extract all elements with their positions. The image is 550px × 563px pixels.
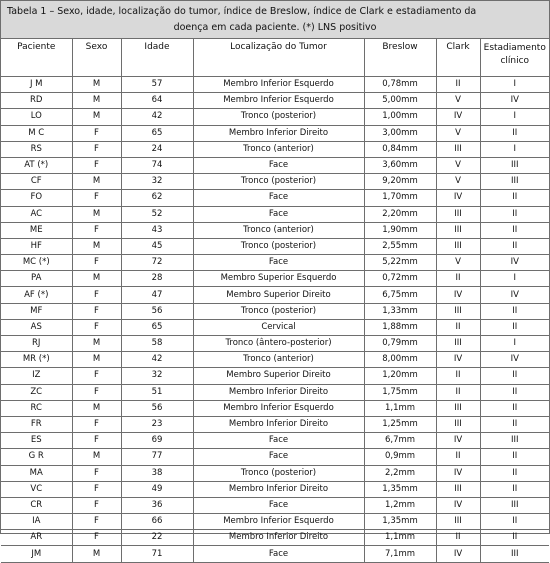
cell-estadiamento: II — [480, 125, 549, 141]
cell-paciente: HF — [1, 238, 72, 254]
cell-paciente: AC — [1, 206, 72, 222]
header-idade: Idade — [121, 39, 193, 77]
table-row — [1, 271, 549, 287]
cell-breslow: 2,55mm — [364, 238, 436, 254]
cell-estadiamento: II — [480, 514, 549, 530]
cell-localizacao: Membro Inferior Direito — [193, 125, 364, 141]
cell-idade: 22 — [121, 530, 193, 546]
cell-clark: III — [436, 206, 480, 222]
cell-estadiamento: II — [480, 481, 549, 497]
cell-paciente: RS — [1, 141, 72, 157]
cell-sexo: M — [72, 93, 121, 109]
cell-paciente: FR — [1, 416, 72, 432]
cell-idade: 58 — [121, 336, 193, 352]
header-estadiamento — [480, 39, 549, 77]
cell-idade: 64 — [121, 93, 193, 109]
cell-breslow: 0,72mm — [364, 271, 436, 287]
cell-localizacao: Face — [193, 190, 364, 206]
cell-estadiamento: I — [480, 336, 549, 352]
cell-sexo: F — [72, 384, 121, 400]
table-row — [1, 530, 549, 546]
cell-clark: V — [436, 93, 480, 109]
cell-localizacao: Cervical — [193, 319, 364, 335]
cell-breslow: 1,20mm — [364, 368, 436, 384]
cell-breslow: 7,1mm — [364, 546, 436, 562]
cell-idade: 66 — [121, 514, 193, 530]
cell-breslow: 2,2mm — [364, 465, 436, 481]
cell-estadiamento: IV — [480, 93, 549, 109]
cell-breslow: 1,35mm — [364, 481, 436, 497]
caption-line-1: Tabela 1 – Sexo, idade, localização do tumor, índice de Breslow, índice de Clark e estadiamento da — [7, 6, 477, 17]
cell-paciente: IA — [1, 514, 72, 530]
cell-idade: 38 — [121, 465, 193, 481]
cell-idade: 69 — [121, 433, 193, 449]
table-row — [1, 93, 549, 109]
cell-estadiamento: I — [480, 109, 549, 125]
cell-paciente: MC (*) — [1, 255, 72, 271]
cell-sexo: M — [72, 449, 121, 465]
table-body — [1, 77, 549, 563]
cell-idade: 51 — [121, 384, 193, 400]
cell-estadiamento: IV — [480, 352, 549, 368]
cell-clark: III — [436, 416, 480, 432]
cell-sexo: M — [72, 238, 121, 254]
cell-clark: II — [436, 319, 480, 335]
cell-sexo: F — [72, 319, 121, 335]
cell-sexo: F — [72, 125, 121, 141]
cell-idade: 72 — [121, 255, 193, 271]
cell-idade: 71 — [121, 546, 193, 562]
table-row — [1, 77, 549, 93]
table-row — [1, 465, 549, 481]
table-row — [1, 400, 549, 416]
cell-estadiamento: II — [480, 303, 549, 319]
cell-localizacao: Membro Superior Esquerdo — [193, 271, 364, 287]
cell-breslow: 8,00mm — [364, 352, 436, 368]
cell-paciente: J M — [1, 77, 72, 93]
header-estadiamento-line1: Estadiamento — [483, 43, 546, 53]
table-row — [1, 157, 549, 173]
cell-localizacao: Membro Superior Direito — [193, 368, 364, 384]
cell-idade: 32 — [121, 368, 193, 384]
cell-paciente: G R — [1, 449, 72, 465]
cell-localizacao: Membro Inferior Esquerdo — [193, 77, 364, 93]
cell-paciente: IZ — [1, 368, 72, 384]
cell-clark: II — [436, 77, 480, 93]
cell-idade: 56 — [121, 303, 193, 319]
table-row — [1, 125, 549, 141]
table-row — [1, 449, 549, 465]
table-row — [1, 174, 549, 190]
table-row — [1, 352, 549, 368]
cell-paciente: AF (*) — [1, 287, 72, 303]
header-sexo: Sexo — [72, 39, 121, 77]
header-breslow: Breslow — [364, 39, 436, 77]
cell-estadiamento: II — [480, 238, 549, 254]
cell-clark: III — [436, 481, 480, 497]
cell-localizacao: Tronco (anterior) — [193, 352, 364, 368]
cell-estadiamento: IV — [480, 255, 549, 271]
cell-sexo: F — [72, 190, 121, 206]
cell-localizacao: Tronco (posterior) — [193, 465, 364, 481]
cell-paciente: CR — [1, 497, 72, 513]
cell-localizacao: Face — [193, 497, 364, 513]
cell-localizacao: Tronco (posterior) — [193, 238, 364, 254]
cell-paciente: PA — [1, 271, 72, 287]
header-paciente: Paciente — [1, 39, 72, 77]
cell-breslow: 5,22mm — [364, 255, 436, 271]
cell-estadiamento: I — [480, 141, 549, 157]
cell-clark: III — [436, 514, 480, 530]
cell-breslow: 1,1mm — [364, 400, 436, 416]
cell-breslow: 1,1mm — [364, 530, 436, 546]
cell-sexo: F — [72, 433, 121, 449]
cell-breslow: 1,70mm — [364, 190, 436, 206]
cell-localizacao: Face — [193, 433, 364, 449]
cell-idade: 57 — [121, 77, 193, 93]
cell-clark: IV — [436, 287, 480, 303]
cell-localizacao: Face — [193, 206, 364, 222]
cell-breslow: 3,60mm — [364, 157, 436, 173]
cell-sexo: F — [72, 303, 121, 319]
cell-breslow: 6,75mm — [364, 287, 436, 303]
table-row — [1, 222, 549, 238]
cell-sexo: F — [72, 141, 121, 157]
cell-sexo: F — [72, 530, 121, 546]
cell-idade: 52 — [121, 206, 193, 222]
cell-sexo: M — [72, 174, 121, 190]
cell-localizacao: Membro Inferior Direito — [193, 530, 364, 546]
cell-sexo: F — [72, 368, 121, 384]
cell-sexo: F — [72, 514, 121, 530]
cell-estadiamento: III — [480, 174, 549, 190]
cell-clark: II — [436, 384, 480, 400]
cell-localizacao: Membro Inferior Direito — [193, 384, 364, 400]
cell-localizacao: Membro Inferior Esquerdo — [193, 93, 364, 109]
cell-paciente: JM — [1, 546, 72, 562]
cell-paciente: CF — [1, 174, 72, 190]
cell-sexo: F — [72, 416, 121, 432]
cell-idade: 74 — [121, 157, 193, 173]
cell-estadiamento: II — [480, 368, 549, 384]
table-row — [1, 497, 549, 513]
cell-idade: 28 — [121, 271, 193, 287]
cell-paciente: RC — [1, 400, 72, 416]
cell-idade: 23 — [121, 416, 193, 432]
cell-estadiamento: III — [480, 497, 549, 513]
cell-estadiamento: III — [480, 433, 549, 449]
cell-idade: 56 — [121, 400, 193, 416]
cell-clark: IV — [436, 433, 480, 449]
header-localizacao: Localização do Tumor — [193, 39, 364, 77]
table-row — [1, 514, 549, 530]
cell-localizacao: Membro Inferior Direito — [193, 416, 364, 432]
table-row — [1, 319, 549, 335]
cell-estadiamento: II — [480, 206, 549, 222]
cell-clark: III — [436, 336, 480, 352]
table-row — [1, 206, 549, 222]
cell-idade: 43 — [121, 222, 193, 238]
cell-estadiamento: II — [480, 465, 549, 481]
cell-estadiamento: II — [480, 416, 549, 432]
cell-estadiamento: II — [480, 530, 549, 546]
table-row — [1, 109, 549, 125]
cell-idade: 32 — [121, 174, 193, 190]
table-row — [1, 384, 549, 400]
cell-sexo: M — [72, 206, 121, 222]
cell-idade: 47 — [121, 287, 193, 303]
cell-clark: V — [436, 255, 480, 271]
cell-breslow: 6,7mm — [364, 433, 436, 449]
table-row — [1, 481, 549, 497]
cell-estadiamento: III — [480, 157, 549, 173]
cell-paciente: VC — [1, 481, 72, 497]
cell-clark: III — [436, 303, 480, 319]
cell-localizacao: Membro Inferior Esquerdo — [193, 514, 364, 530]
header-row — [1, 39, 549, 77]
header-estadiamento-line2: clínico — [500, 56, 530, 66]
cell-estadiamento: II — [480, 190, 549, 206]
cell-clark: IV — [436, 497, 480, 513]
cell-clark: II — [436, 449, 480, 465]
cell-estadiamento: II — [480, 400, 549, 416]
table-row — [1, 303, 549, 319]
cell-sexo: F — [72, 287, 121, 303]
cell-localizacao: Tronco (anterior) — [193, 222, 364, 238]
patient-table — [1, 39, 549, 563]
cell-clark: V — [436, 125, 480, 141]
cell-breslow: 1,90mm — [364, 222, 436, 238]
cell-idade: 42 — [121, 352, 193, 368]
cell-paciente: RJ — [1, 336, 72, 352]
cell-clark: II — [436, 368, 480, 384]
cell-breslow: 0,9mm — [364, 449, 436, 465]
cell-sexo: M — [72, 336, 121, 352]
cell-localizacao: Tronco (posterior) — [193, 109, 364, 125]
cell-breslow: 1,88mm — [364, 319, 436, 335]
cell-clark: III — [436, 141, 480, 157]
cell-localizacao: Membro Inferior Esquerdo — [193, 400, 364, 416]
cell-localizacao: Membro Inferior Direito — [193, 481, 364, 497]
cell-idade: 49 — [121, 481, 193, 497]
cell-localizacao: Tronco (posterior) — [193, 174, 364, 190]
cell-paciente: RD — [1, 93, 72, 109]
cell-breslow: 0,84mm — [364, 141, 436, 157]
cell-paciente: LO — [1, 109, 72, 125]
table-row — [1, 238, 549, 254]
cell-paciente: ZC — [1, 384, 72, 400]
cell-sexo: M — [72, 400, 121, 416]
cell-breslow: 1,35mm — [364, 514, 436, 530]
cell-localizacao: Tronco (ântero-posterior) — [193, 336, 364, 352]
cell-sexo: F — [72, 222, 121, 238]
cell-breslow: 1,25mm — [364, 416, 436, 432]
cell-clark: III — [436, 222, 480, 238]
cell-sexo: F — [72, 157, 121, 173]
cell-paciente: AS — [1, 319, 72, 335]
table-caption — [1, 1, 549, 39]
table-row — [1, 433, 549, 449]
cell-breslow: 0,78mm — [364, 77, 436, 93]
cell-sexo: F — [72, 497, 121, 513]
cell-localizacao: Tronco (anterior) — [193, 141, 364, 157]
cell-sexo: F — [72, 465, 121, 481]
cell-breslow: 1,2mm — [364, 497, 436, 513]
cell-localizacao: Face — [193, 157, 364, 173]
cell-sexo: M — [72, 109, 121, 125]
cell-clark: II — [436, 530, 480, 546]
cell-sexo: M — [72, 77, 121, 93]
cell-clark: V — [436, 174, 480, 190]
cell-estadiamento: II — [480, 449, 549, 465]
cell-idade: 65 — [121, 125, 193, 141]
cell-estadiamento: II — [480, 384, 549, 400]
cell-breslow: 1,75mm — [364, 384, 436, 400]
cell-sexo: M — [72, 352, 121, 368]
cell-idade: 36 — [121, 497, 193, 513]
table-row — [1, 368, 549, 384]
cell-sexo: M — [72, 546, 121, 562]
cell-breslow: 9,20mm — [364, 174, 436, 190]
cell-idade: 24 — [121, 141, 193, 157]
cell-idade: 42 — [121, 109, 193, 125]
cell-paciente: AT (*) — [1, 157, 72, 173]
cell-breslow: 0,79mm — [364, 336, 436, 352]
cell-estadiamento: III — [480, 546, 549, 562]
cell-localizacao: Tronco (posterior) — [193, 303, 364, 319]
table-row — [1, 336, 549, 352]
cell-breslow: 3,00mm — [364, 125, 436, 141]
cell-sexo: F — [72, 481, 121, 497]
cell-paciente: MR (*) — [1, 352, 72, 368]
header-clark: Clark — [436, 39, 480, 77]
table-row — [1, 190, 549, 206]
cell-paciente: MF — [1, 303, 72, 319]
cell-clark: III — [436, 400, 480, 416]
cell-paciente: FO — [1, 190, 72, 206]
table-row — [1, 255, 549, 271]
table-row — [1, 287, 549, 303]
cell-paciente: ME — [1, 222, 72, 238]
cell-paciente: MA — [1, 465, 72, 481]
cell-breslow: 2,20mm — [364, 206, 436, 222]
cell-paciente: M C — [1, 125, 72, 141]
cell-breslow: 1,33mm — [364, 303, 436, 319]
cell-breslow: 5,00mm — [364, 93, 436, 109]
cell-idade: 65 — [121, 319, 193, 335]
cell-clark: III — [436, 238, 480, 254]
cell-estadiamento: II — [480, 222, 549, 238]
cell-idade: 45 — [121, 238, 193, 254]
cell-estadiamento: II — [480, 319, 549, 335]
cell-clark: IV — [436, 465, 480, 481]
cell-clark: II — [436, 271, 480, 287]
cell-sexo: M — [72, 271, 121, 287]
cell-clark: IV — [436, 190, 480, 206]
cell-localizacao: Membro Superior Direito — [193, 287, 364, 303]
cell-sexo: F — [72, 255, 121, 271]
table-row — [1, 416, 549, 432]
table-row — [1, 546, 549, 562]
cell-clark: IV — [436, 546, 480, 562]
cell-idade: 62 — [121, 190, 193, 206]
cell-localizacao: Face — [193, 546, 364, 562]
cell-localizacao: Face — [193, 449, 364, 465]
cell-estadiamento: IV — [480, 287, 549, 303]
cell-clark: IV — [436, 352, 480, 368]
cell-idade: 77 — [121, 449, 193, 465]
cell-paciente: ES — [1, 433, 72, 449]
caption-line-2: doença em cada paciente. (*) LNS positivo — [173, 22, 377, 33]
cell-localizacao: Face — [193, 255, 364, 271]
table-row — [1, 141, 549, 157]
cell-breslow: 1,00mm — [364, 109, 436, 125]
cell-paciente: AR — [1, 530, 72, 546]
cell-estadiamento: I — [480, 77, 549, 93]
cell-clark: IV — [436, 109, 480, 125]
cell-estadiamento: I — [480, 271, 549, 287]
cell-clark: V — [436, 157, 480, 173]
